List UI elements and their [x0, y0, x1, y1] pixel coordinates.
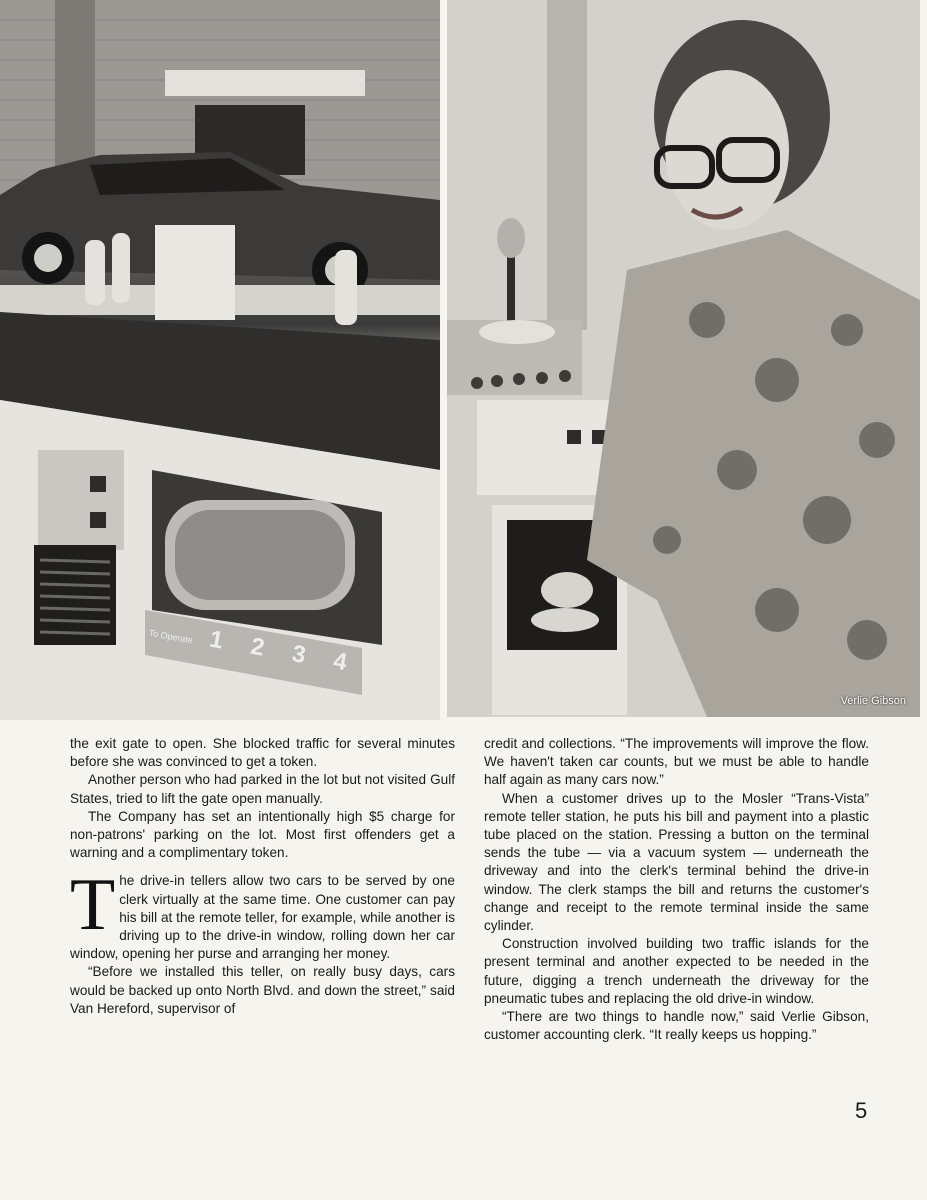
photo-drive-in-remote-teller — [0, 0, 440, 720]
terminal-instruction-label: To Operate — [148, 627, 194, 646]
photo-caption: Verlie Gibson — [840, 695, 906, 707]
article-paragraph: When a customer drives up to the Mosler “Trans-Vista” remote teller station, he puts his bill and payment into a plastic tube placed on the station. Pressing a button on the terminal sends the tube — via a vacuum system — underneath the driveway and into the clerk's terminal behind the drive-in window. The clerk stamps the bill and returns the customer's change and receipt to the remote terminal inside the same cylinder. — [484, 790, 869, 934]
article-paragraph: “Before we installed this teller, on really busy days, cars would be backed up onto North Blvd. and down the street,” said Van Hereford, supervisor of — [70, 964, 455, 1016]
terminal-step: 4 — [331, 647, 349, 677]
photo-clerk-at-terminal — [447, 0, 920, 717]
terminal-step: 2 — [248, 632, 267, 662]
article-paragraph: credit and collections. “The improvements will improve the flow. We haven't taken car counts, but we must be able to handle half again as many cars now.” — [484, 736, 869, 788]
page-number: 5 — [855, 1098, 868, 1123]
terminal-step: 3 — [289, 640, 308, 670]
article-paragraph: “There are two things to handle now,” said Verlie Gibson, customer accounting clerk. “It really keeps us hopping.” — [484, 1009, 869, 1043]
article-paragraph: Construction involved building two traffic islands for the present terminal and another expected to be needed in the future, digging a trench underneath the driveway for the pneumatic tubes and replacing the old drive-in window. — [484, 936, 869, 1006]
terminal-step: 1 — [207, 625, 226, 655]
article-column-right — [484, 735, 869, 1044]
article-paragraph: The Company has set an intentionally high $5 charge for non-patrons' parking on the lot. Most first offenders get a warning and a complimentary token. — [70, 808, 455, 861]
photo-illustration — [447, 0, 920, 717]
article-paragraph: the exit gate to open. She blocked traffic for several minutes before she was convinced to get a token. — [70, 736, 455, 770]
article-column-left — [70, 735, 455, 1018]
photo-illustration — [0, 0, 440, 720]
article-paragraph-dropcap — [70, 864, 455, 963]
drop-cap: T — [70, 864, 116, 947]
dropcap-paragraph-text: he drive-in tellers allow two cars to be served by one clerk virtually at the same time. One customer can pay his bill at the remote teller, for example, while another is driving up to the drive-in window, rolling down her car window, opening her purse and arranging her money. — [70, 873, 455, 962]
article-paragraph: Another person who had parked in the lot but not visited Gulf States, tried to lift the gate open manually. — [70, 772, 455, 806]
